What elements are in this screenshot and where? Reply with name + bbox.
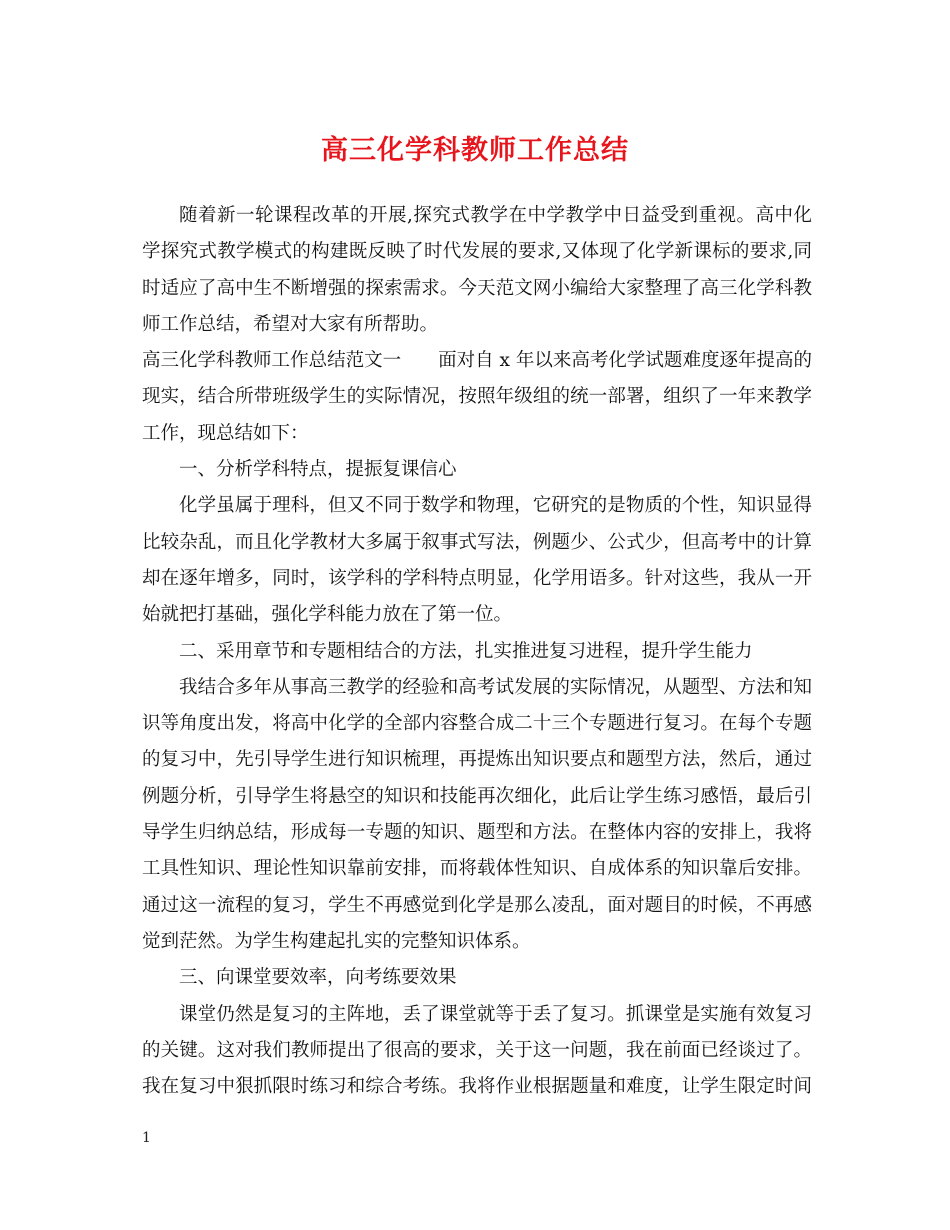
text-line: 导学生归纳总结，形成每一专题的知识、题型和方法。在整体内容的安排上，我将 <box>142 822 812 844</box>
text-line: 我结合多年从事高三教学的经验和高考试发展的实际情况，从题型、方法和知 <box>179 676 812 698</box>
text-line: 时适应了高中生不断增强的探索需求。今天范文网小编给大家整理了高三化学科教 <box>142 277 812 299</box>
text-line: 觉到茫然。为学生构建起扎实的完整知识体系。 <box>142 930 531 952</box>
text-line: 工作，现总结如下： <box>142 422 309 444</box>
text-line: 的复习中，先引导学生进行知识梳理，再提炼出知识要点和题型方法，然后，通过 <box>142 749 812 771</box>
text-line: 高三化学科教师工作总结范文一 面对自 x 年以来高考化学试题难度逐年提高的 <box>142 350 812 372</box>
text-line: 始就把打基础，强化学科能力放在了第一位。 <box>142 604 513 626</box>
text-line: 的关键。这对我们教师提出了很高的要求，关于这一问题，我在前面已经谈过了。 <box>142 1039 812 1061</box>
page-number: 1 <box>142 1130 151 1146</box>
text-line: 一、分析学科特点，提振复课信心 <box>179 459 457 481</box>
text-line: 二、采用章节和专题相结合的方法，扎实推进复习进程，提升学生能力 <box>179 640 753 662</box>
text-line: 随着新一轮课程改革的开展,探究式教学在中学教学中日益受到重视。高中化 <box>179 205 812 226</box>
text-line: 化学虽属于理科，但又不同于数学和物理，它研究的是物质的个性，知识显得 <box>179 495 812 517</box>
text-line: 课堂仍然是复习的主阵地，丢了课堂就等于丢了复习。抓课堂是实施有效复习 <box>179 1003 812 1025</box>
text-line: 通过这一流程的复习，学生不再感觉到化学是那么凌乱，面对题目的时候，不再感 <box>142 894 812 916</box>
text-line: 现实，结合所带班级学生的实际情况，按照年级组的统一部署，组织了一年来教学 <box>142 386 812 408</box>
text-line: 识等角度出发，将高中化学的全部内容整合成二十三个专题进行复习。在每个专题 <box>142 713 812 735</box>
text-line: 学探究式教学模式的构建既反映了时代发展的要求,又体现了化学新课标的要求,同 <box>142 241 812 263</box>
text-line: 比较杂乱，而且化学教材大多属于叙事式写法，例题少、公式少，但高考中的计算 <box>142 531 812 553</box>
text-line: 我在复习中狠抓限时练习和综合考练。我将作业根据题量和难度，让学生限定时间 <box>142 1076 812 1098</box>
text-line: 工具性知识、理论性知识靠前安排，而将载体性知识、自成体系的知识靠后安排。 <box>142 858 812 880</box>
document-title: 高三化学科教师工作总结 <box>321 135 629 166</box>
text-line: 例题分析，引导学生将悬空的知识和技能再次细化，此后让学生练习感悟，最后引 <box>142 785 812 807</box>
text-line: 三、向课堂要效率，向考练要效果 <box>179 967 457 989</box>
document-body <box>142 198 812 1105</box>
text-line: 师工作总结，希望对大家有所帮助。 <box>142 313 439 335</box>
text-line: 却在逐年增多，同时，该学科的学科特点明显，化学用语多。针对这些，我从一开 <box>142 567 812 589</box>
